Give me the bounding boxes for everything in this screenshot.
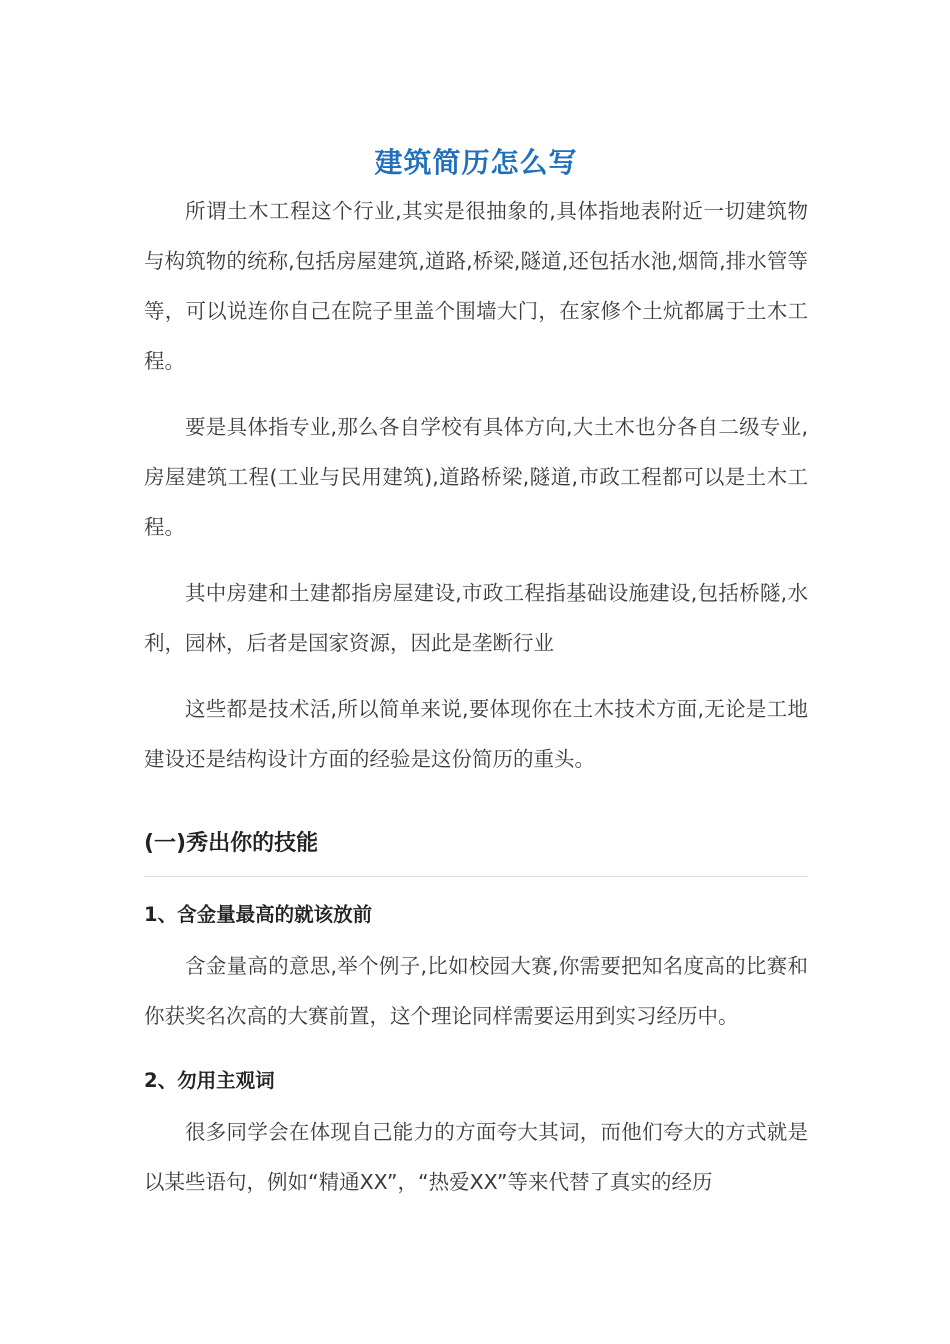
item-text-2: 很多同学会在体现自己能力的方面夸大其词，而他们夸大的方式就是以某些语句，例如“精通XX”，“热爱XX”等来代替了真实的经历	[144, 1120, 808, 1194]
item-text-1: 含金量高的意思,举个例子,比如校园大赛,你需要把知名度高的比赛和你获奖名次高的大赛前置，这个理论同样需要运用到实习经历中。	[144, 954, 808, 1028]
item-heading-2: 2、勿用主观词	[144, 1069, 275, 1092]
item-heading-1: 1、含金量最高的就该放前	[144, 903, 373, 926]
intro-paragraph-4: 这些都是技术活,所以简单来说,要体现你在土木技术方面,无论是工地建设还是结构设计方面的经验是这份简历的重头。	[144, 697, 808, 771]
document-title: 建筑简历怎么写	[374, 145, 578, 179]
intro-paragraph-3: 其中房建和土建都指房屋建设,市政工程指基础设施建设,包括桥隧,水利，园林，后者是国家资源，因此是垄断行业	[144, 581, 808, 655]
intro-paragraph-2: 要是具体指专业,那么各自学校有具体方向,大土木也分各自二级专业,房屋建筑工程(工业与民用建筑),道路桥梁,隧道,市政工程都可以是土木工程。	[144, 415, 808, 539]
section-divider	[144, 876, 808, 877]
section-heading: (一)秀出你的技能	[144, 831, 319, 856]
intro-paragraph-1: 所谓土木工程这个行业,其实是很抽象的,具体指地表附近一切建筑物与构筑物的统称,包括房屋建筑,道路,桥梁,隧道,还包括水池,烟筒,排水管等等，可以说连你自己在院子里盖个围墙大门，在家修个土炕都属于土木工程。	[144, 199, 808, 373]
